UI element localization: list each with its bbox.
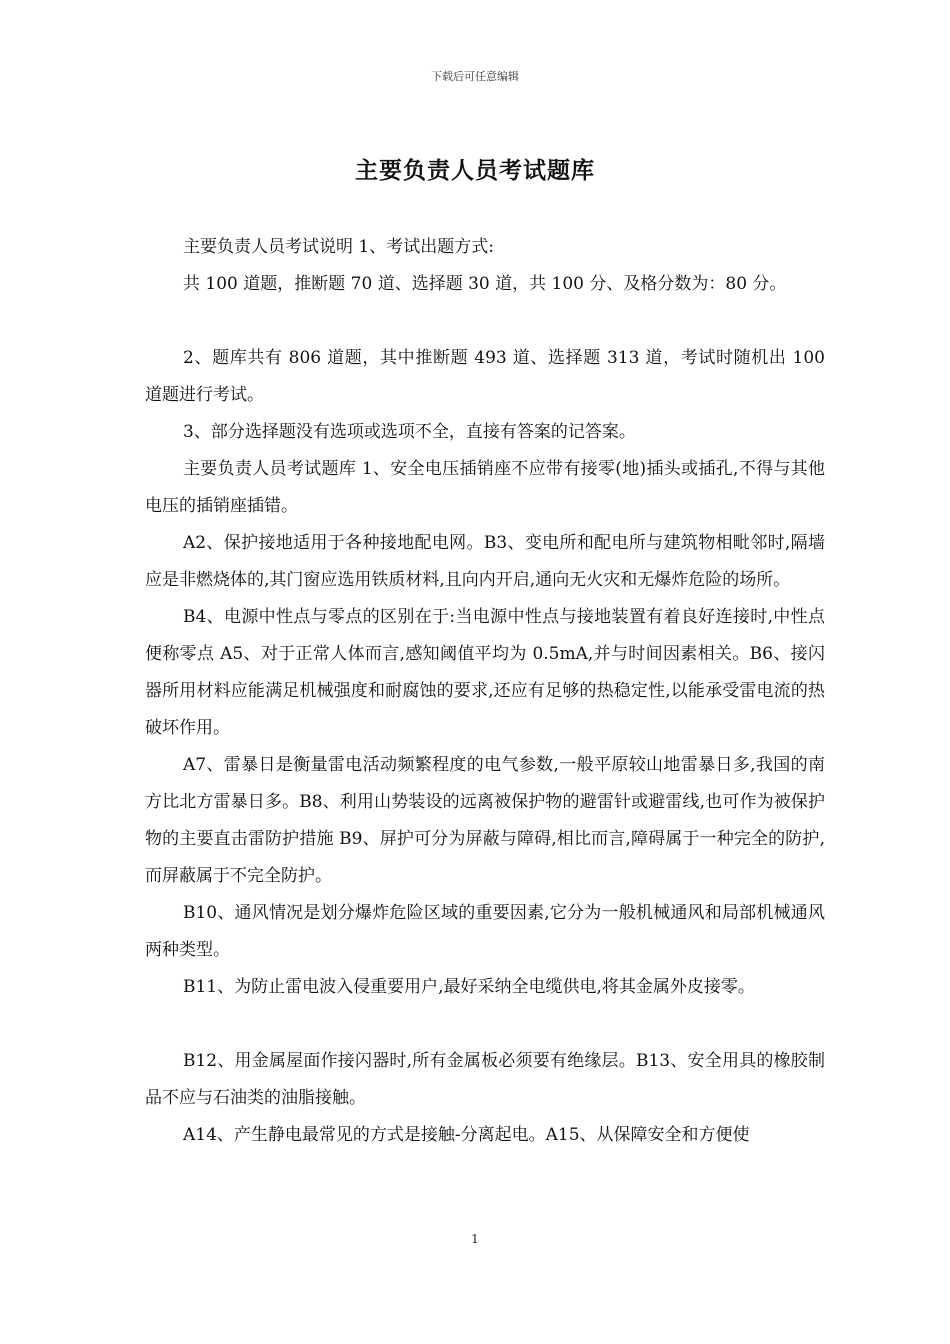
- paragraph-exam-intro: 主要负责人员考试说明 1、考试出题方式:: [183, 237, 494, 257]
- paragraph-spacer: [145, 1006, 825, 1043]
- paragraph-spacer: [145, 303, 825, 340]
- document-body: [145, 229, 825, 1154]
- document-title: 主要负责人员考试题库: [355, 158, 595, 184]
- paragraph-question-10: B10、通风情况是划分爆炸危险区域的重要因素,它分为一般机械通风和局部机械通风两种类型。: [145, 903, 825, 960]
- paragraph-question-11: B11、为防止雷电波入侵重要用户,最好采纳全电缆供电,将其金属外皮接零。: [183, 977, 755, 997]
- page-number: 1: [471, 1232, 479, 1246]
- paragraph-exam-format: 共 100 道题，推断题 70 道、选择题 30 道，共 100 分、及格分数为：80 分。: [183, 274, 787, 294]
- paragraph-question-bank: 2、题库共有 806 道题，其中推断题 493 道、选择题 313 道，考试时随机出 100 道题进行考试。: [145, 348, 825, 405]
- paragraph-questions-4-6: B4、电源中性点与零点的区别在于:当电源中性点与接地装置有着良好连接时,中性点便称零点 A5、对于正常人体而言,感知阈值平均为 0.5mA,并与时间因素相关。B6、接闪器所用材料应能满足机械强度和耐腐蚀的要求,还应有足够的热稳定性,以能承受雷电流的热破坏作用。: [145, 607, 825, 738]
- paragraph-questions-7-9: A7、雷暴日是衡量雷电活动频繁程度的电气参数,一般平原较山地雷暴日多,我国的南方比北方雷暴日多。B8、利用山势装设的远离被保护物的避雷针或避雷线,也可作为被保护物的主要直击雷防护措施 B9、屏护可分为屏蔽与障碍,相比而言,障碍属于一种完全的防护,而屏蔽属于不完全防护。: [145, 755, 825, 886]
- paragraph-answer-note: 3、部分选择题没有选项或选项不全，直接有答案的记答案。: [183, 422, 636, 442]
- paragraph-question-1: 主要负责人员考试题库 1、安全电压插销座不应带有接零(地)插头或插孔,不得与其他电压的插销座插错。: [145, 459, 825, 516]
- page-header-note: 下载后可任意编辑: [431, 70, 519, 83]
- paragraph-questions-12-13: B12、用金属屋面作接闪器时,所有金属板必须要有绝缘层。B13、安全用具的橡胶制品不应与石油类的油脂接触。: [145, 1051, 825, 1108]
- paragraph-questions-2-3: A2、保护接地适用于各种接地配电网。B3、变电所和配电所与建筑物相毗邻时,隔墙应是非燃烧体的,其门窗应选用铁质材料,且向内开启,通向无火灾和无爆炸危险的场所。: [145, 533, 825, 590]
- paragraph-questions-14-15: A14、产生静电最常见的方式是接触-分离起电。A15、从保障安全和方便使: [183, 1125, 750, 1145]
